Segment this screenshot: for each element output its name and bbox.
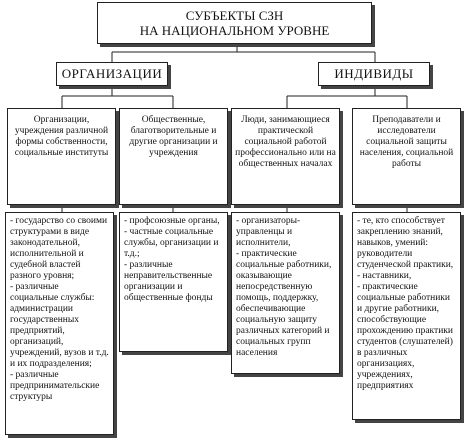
- subgroup-practitioners: [231, 108, 340, 205]
- subgroup-public-organizations: [119, 108, 228, 205]
- category-individuals: [318, 62, 430, 86]
- list-item: - наставники,: [357, 271, 412, 281]
- list-institutions: [5, 212, 114, 435]
- list-item: - частные социальные службы, организации и т.д.;: [124, 227, 221, 259]
- list-teachers: [352, 212, 461, 420]
- list-practitioners: [231, 212, 340, 374]
- list-item: - различные предпринимательские структуры: [10, 370, 102, 402]
- list-item: - государство со своими структурами в виде законодательной, исполнительной и судебной властей разного уровня;: [10, 216, 110, 281]
- list-item: - профсоюзные органы,: [124, 216, 220, 226]
- list-item: - различные неправительственные организации и общественные фонды: [124, 260, 215, 303]
- list-public-organizations: [119, 212, 228, 352]
- subgroup-text: Люди, занимающиеся практической социальной работой профессионально или на общественных началах: [235, 115, 336, 169]
- list-item: - те, кто способствует закреплению знаний, навыков, умений: руководители студенческой практики,: [357, 216, 454, 270]
- subgroup-text: Преподаватели и исследователи социальной защиты населения, социальной работы: [359, 115, 454, 169]
- category-individuals-label: ИНДИВИДЫ: [334, 66, 414, 81]
- list-item: - практические социальные работники, оказывающие непосредственную помощь, поддержку, обеспечивающие социальную защиту различных категорий и социальных групп населения: [236, 249, 334, 358]
- title-line-1: СУБЪЕКТЫ СЗН: [185, 8, 284, 23]
- subgroup-text: Общественные, благотворительные и другие организации и учреждения: [129, 115, 218, 158]
- title-line-2: НА НАЦИОНАЛЬНОМ УРОВНЕ: [139, 23, 330, 38]
- list-item: - различные социальные службы: администрации государственных предприятий, организаций, учреждений, вузов и т.д. и их подразделения;: [10, 282, 112, 369]
- list-item: - организаторы-управленцы и исполнители,: [236, 216, 301, 248]
- category-organizations-label: ОРГАНИЗАЦИИ: [61, 66, 163, 81]
- diagram-title: [97, 2, 372, 44]
- subgroup-teachers: [352, 108, 461, 205]
- category-organizations: [56, 62, 168, 86]
- subgroup-text: Организации, учреждения различной формы собственности, социальные институты: [14, 115, 109, 158]
- list-item: - практические социальные работники и другие работники, способствующие прохождению практики студентов (слушателей) в различных организациях, учреждениях, предприятиях: [357, 282, 456, 391]
- subgroup-institutions: [7, 108, 116, 205]
